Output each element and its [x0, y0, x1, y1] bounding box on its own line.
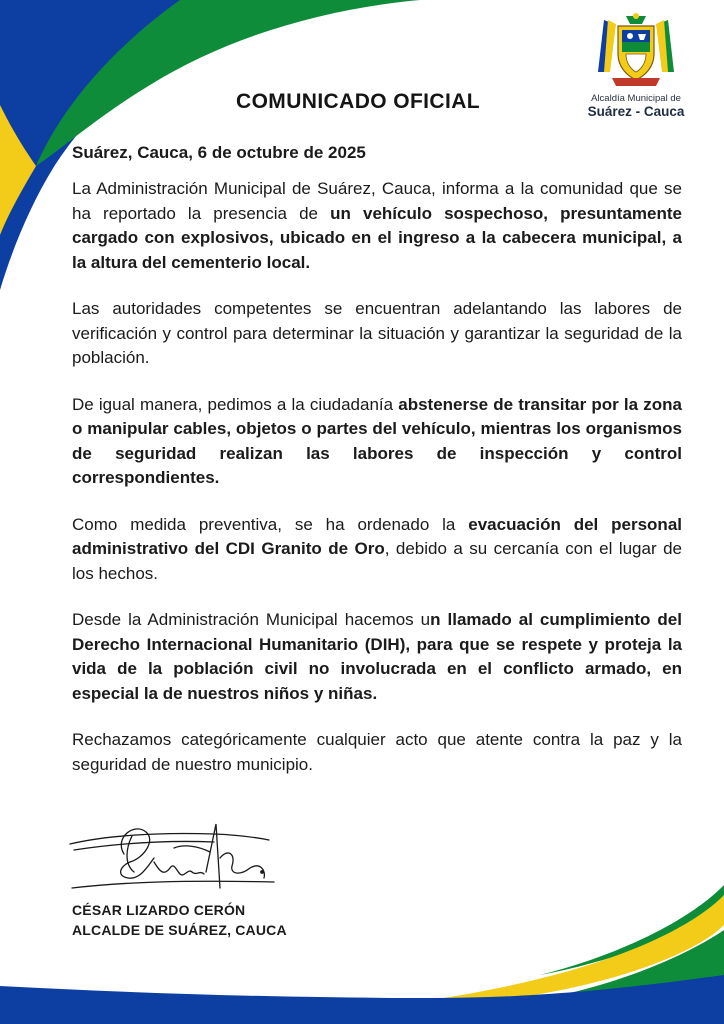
communique-body: [72, 177, 682, 799]
signatory-role: ALCALDE DE SUÁREZ, CAUCA: [72, 922, 287, 938]
paragraph: [72, 728, 682, 777]
paragraph-text: De igual manera, pedimos a la ciudadanía: [72, 394, 399, 414]
paragraph: [72, 177, 682, 275]
paragraph-text: Las autoridades competentes se encuentran adelantando las labores de verificación y control para determinar la situación y garantizar la seguridad de la población.: [72, 299, 682, 367]
signatory-name: CÉSAR LIZARDO CERÓN: [72, 902, 246, 918]
paragraph-bold-text: evacuación del personal administrativo del CDI Granito de Oro: [72, 514, 682, 558]
paragraph: [72, 513, 682, 587]
paragraph-text: Desde la Administración Municipal hacemos u: [72, 610, 431, 629]
paragraph-text: , debido a su cercanía con el lugar de los hechos.: [72, 539, 682, 583]
logo-caption-line1: Alcaldía Municipal de: [591, 93, 681, 104]
paragraph-text: Como medida preventiva, se ha ordenado la: [72, 514, 469, 534]
coat-of-arms-icon: [594, 10, 678, 90]
paragraph-text: Rechazamos categóricamente cualquier acto que atente contra la paz y la seguridad de nuestro municipio.: [72, 730, 682, 774]
signature-icon: [64, 818, 284, 900]
paragraph-bold-text: abstenerse de transitar por la zona o manipular cables, objetos o partes del vehículo, mientras los organismos de seguridad realizan las labores de inspección y control correspondientes.: [72, 394, 682, 487]
paragraph-text: La Administración Municipal de Suárez, Cauca, informa a la comunidad que se ha reportado la presencia de: [72, 179, 682, 223]
paragraph: [72, 608, 682, 706]
document-title: COMUNICADO OFICIAL: [236, 90, 481, 113]
paragraph-bold-text: n llamado al cumplimiento del Derecho Internacional Humanitario (DIH), para que se respete y proteja la vida de la población civil no involucrada en el conflicto armado, en especial la de nuestros niños y niñas.: [72, 610, 682, 703]
paragraph: [72, 393, 682, 491]
dateline: Suárez, Cauca, 6 de octubre de 2025: [72, 143, 366, 162]
paragraph-bold-text: un vehículo sospechoso, presuntamente cargado con explosivos, ubicado en el ingreso a la cabecera municipal, a la altura del cementerio local.: [72, 203, 682, 272]
logo-caption-line2: Suárez - Cauca: [587, 104, 685, 119]
paragraph: [72, 297, 682, 371]
municipal-logo: [584, 10, 688, 122]
